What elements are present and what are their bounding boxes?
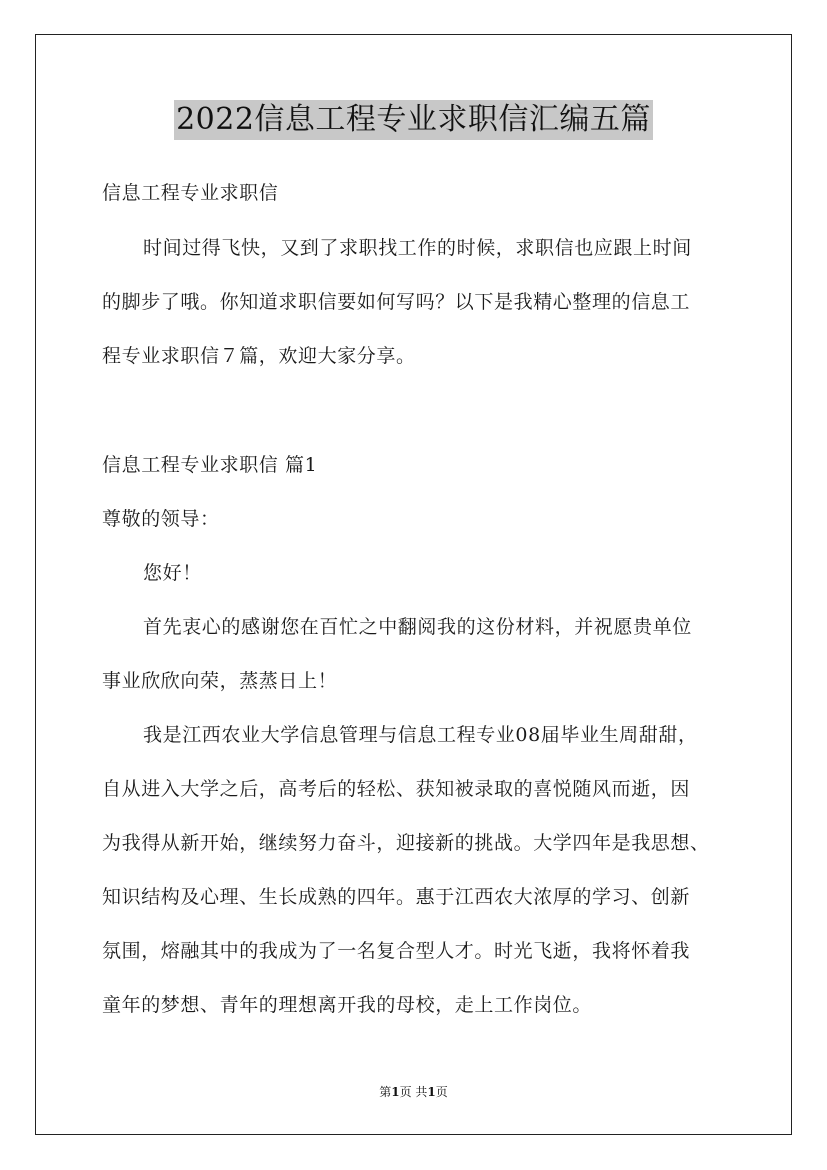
intro-paragraph-line: 程专业求职信７篇，欢迎大家分享。 — [102, 345, 416, 367]
body-paragraph-line: 氛围，熔融其中的我成为了一名复合型人才。时光飞逝，我将怀着我 — [102, 940, 691, 962]
salutation: 尊敬的领导： — [102, 508, 220, 530]
letter-heading: 信息工程专业求职信 篇1 — [102, 454, 318, 476]
page-footer — [0, 1084, 827, 1100]
body-paragraph-line: 自从进入大学之后，高考后的轻松、获知被录取的喜悦随风而逝，因 — [102, 778, 691, 800]
intro-paragraph-line: 时间过得飞快，又到了求职找工作的时候，求职信也应跟上时间 — [143, 237, 692, 259]
body-paragraph-line: 首先衷心的感谢您在百忙之中翻阅我的这份材料，并祝愿贵单位 — [143, 616, 692, 638]
page-total: 1 — [427, 1085, 436, 1099]
page-prefix: 第 — [379, 1085, 392, 1099]
document-title: 2022信息工程专业求职信汇编五篇 — [174, 100, 653, 140]
section-heading: 信息工程专业求职信 — [102, 182, 279, 204]
page-mid: 页 共 — [399, 1085, 428, 1099]
page-suffix: 页 — [435, 1085, 448, 1099]
body-paragraph-line: 知识结构及心理、生长成熟的四年。惠于江西农大浓厚的学习、创新 — [102, 886, 691, 908]
intro-paragraph-line: 的脚步了哦。你知道求职信要如何写吗？以下是我精心整理的信息工 — [102, 291, 691, 313]
body-paragraph-line: 为我得从新开始，继续努力奋斗，迎接新的挑战。大学四年是我思想、 — [102, 832, 710, 854]
body-paragraph-line: 我是江西农业大学信息管理与信息工程专业08届毕业生周甜甜， — [143, 724, 698, 746]
body-paragraph-line: 事业欣欣向荣，蒸蒸日上！ — [102, 670, 338, 692]
title-container — [0, 100, 827, 140]
page-current: 1 — [391, 1085, 400, 1099]
body-paragraph-line: 童年的梦想、青年的理想离开我的母校，走上工作岗位。 — [102, 994, 593, 1016]
greeting: 您好！ — [143, 562, 202, 584]
